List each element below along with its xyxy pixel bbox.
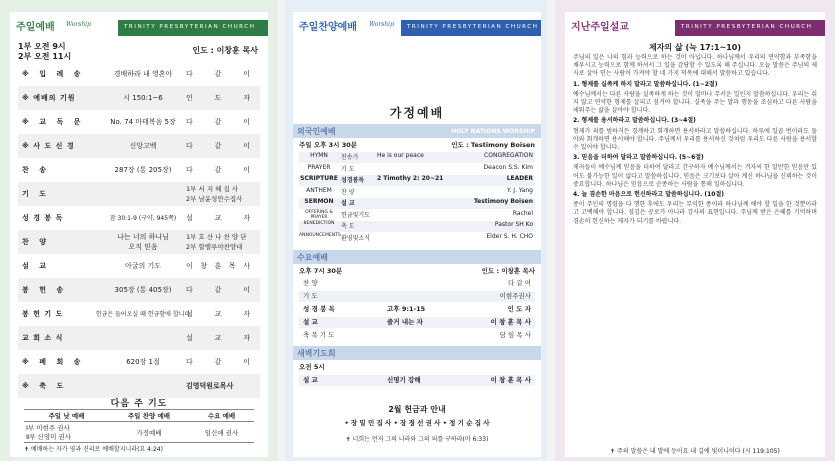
intl-row [299, 233, 535, 244]
wed-row [299, 317, 535, 328]
order-row [18, 134, 260, 158]
intl-item-ko: 축 도 [341, 223, 355, 230]
sermon-point-heading: 1. 형제를 실족케 하지 말라고 말씀하십니다. (1~2절) [573, 80, 718, 88]
wed-row [299, 278, 535, 289]
order-row [18, 302, 260, 326]
order-row [18, 230, 260, 254]
wed-person: 담 임 목 사 [499, 331, 531, 339]
panel-title: 주일예배 [16, 22, 55, 33]
intl-item-en: HYMN [310, 152, 328, 159]
order-item-name: ※ 폐 회 송 [22, 358, 85, 366]
prayer-cell: 임신애 권사 [189, 422, 254, 443]
prayer-section-title: 다음 주 기도 [110, 399, 168, 409]
order-row [18, 110, 260, 134]
wed-row [299, 291, 535, 302]
dawn-person: 이 창 훈 목 사 [490, 376, 531, 384]
order-row [18, 158, 260, 182]
order-item-content: 287장 (통 205장) [114, 166, 172, 174]
intl-row [299, 210, 535, 221]
intl-item-ko: 기 도 [341, 165, 355, 173]
sermon-point-body: 종이 주인의 명령을 다 행한 후에도 우리는 무익한 종이라 하나님께 해야 할 일을 한 것뿐이라고 고백해야 합니다. 섬김은 공로가 아니라 감사의 표현입니다. 주님께 받은 은혜를 기억하며 겸손히 헌신하는 제자가 되기를 바랍니다. [573, 201, 817, 225]
order-item-name: 찬 송 [22, 166, 50, 174]
order-row [18, 278, 260, 302]
intl-person: CONGREGATION [484, 152, 533, 159]
order-item-person: 1부 호 산 나 찬 양 단 2부 할렐루야찬양대 [186, 233, 247, 251]
wed-content: 고후 9:1-15 [387, 305, 426, 313]
intl-item-ko: 헌금및기도 [341, 211, 370, 219]
scripture-verse: ✝ 주의 말씀은 내 발에 등이요 내 길에 빛이니이다 (시 119:105) [610, 448, 780, 455]
sermon-page [565, 12, 825, 457]
service-time-2: 2부 오전 11시 [18, 52, 72, 61]
order-item-content: No. 74 마태복음 5장 [110, 118, 176, 126]
intl-item-en: BENEDICTION [303, 221, 335, 226]
intl-item-ko: 찬송가 [341, 154, 359, 161]
intl-item-ko: 성경봉독 [341, 177, 365, 184]
intl-item-ko: 찬 양 [341, 188, 355, 196]
order-item-name: ※ 사 도 신 경 [22, 142, 75, 150]
wed-item: 설 교 [303, 318, 318, 326]
order-item-content: 아굴의 기도 [124, 262, 162, 270]
intl-row [299, 175, 535, 186]
wed-label: 수요예배 [297, 253, 328, 262]
wed-item: 성 경 봉 독 [303, 305, 335, 313]
sermon-point-heading: 3. 믿음을 더하여 달라고 말씀하십니다. (5~6절) [573, 154, 704, 162]
wed-person: 인 도 자 [507, 305, 531, 313]
church-banner: TRINITY PRESBYTERIAN CHURCH [118, 20, 268, 36]
order-item-name: ※ 축 도 [22, 382, 68, 390]
praise-header [293, 12, 541, 40]
intl-section-bar [293, 124, 541, 138]
praise-page [293, 12, 541, 457]
intl-content: 2 Timothy 2: 20~21 [377, 175, 444, 182]
order-item-person: 다 같 이 [186, 286, 250, 294]
order-item-person: 다 같 이 [186, 166, 250, 174]
wed-item: 축 복 기 도 [303, 331, 335, 339]
prayer-cell: Ⅰ부 이현주 권사 Ⅱ부 신영미 권사 [24, 422, 109, 443]
intl-item-en: SERMON [304, 198, 334, 205]
wed-time: 오후 7시 30분 [299, 267, 343, 275]
order-item-person: 다 같 이 [186, 358, 250, 366]
order-item-person: 설 교 자 [186, 310, 250, 318]
order-item-content: 헌금은 들어오실 때 헌금함에 합니다 [95, 311, 191, 318]
intl-person: Pastor SH Ko [494, 221, 533, 228]
church-banner: TRINITY PRESBYTERIAN CHURCH [675, 20, 825, 36]
order-item-name: 설 교 [22, 262, 50, 270]
order-item-content: 경배하라 내 영혼아 [113, 70, 173, 78]
wed-row [299, 330, 535, 341]
intl-item-ko: 환영및소식 [341, 234, 370, 242]
offering-guide-title: 2월 헌금과 안내 [388, 405, 446, 414]
intl-item-en: PRAYER [307, 163, 331, 171]
prayer-header: 주일 찬양 예배 [109, 410, 189, 422]
intl-item-en: SCRIPTURE [300, 175, 338, 182]
intl-person: Y. J. Yang [507, 186, 533, 194]
order-item-content: 시 150:1~6 [123, 94, 163, 102]
order-item-name: ※ 입 례 송 [22, 70, 85, 78]
order-item-content: 나는 너의 하나님 오직 믿음 [117, 233, 169, 251]
intl-content: He is our peace [377, 152, 424, 159]
order-item-content: 305장 (통 405장) [114, 286, 172, 294]
order-item-name: 교 회 소 식 [22, 334, 64, 342]
dawn-label: 새벽기도회 [297, 349, 336, 358]
dawn-section-bar [293, 346, 541, 360]
worship-page [10, 12, 268, 457]
intl-row [299, 198, 535, 209]
wed-item: 찬 양 [303, 279, 318, 287]
prayer-table [24, 409, 254, 443]
sermon-header [565, 12, 825, 40]
intl-item-en: ANTHEM [306, 186, 332, 194]
order-item-person: 다 같 이 [186, 70, 250, 78]
order-item-name: 찬 양 [22, 238, 50, 246]
order-row [18, 254, 260, 278]
panel-subtitle: Worship [369, 21, 394, 28]
service-time-1: 1부 오전 9시 [18, 42, 66, 51]
wed-content: 즐거 내는 자 [387, 318, 423, 326]
sermon-title: 제자의 삶 (눅 17:1~10) [648, 43, 742, 52]
dawn-content: 신명기 강해 [387, 376, 421, 384]
intl-info [299, 140, 535, 151]
order-item-name: ※ 예배의 기원 [22, 94, 76, 102]
dawn-item: 설 교 [303, 376, 318, 384]
intl-item-en: ANNOUNCEMENTS [299, 232, 341, 238]
order-row [18, 350, 260, 374]
order-item-name: 봉 헌 송 [22, 286, 68, 294]
dawn-row [299, 375, 535, 386]
wed-leader: 인도 : 이창훈 목사 [481, 267, 535, 275]
scripture-verse: ✝ 너희는 먼저 그의 나라와 그의 의를 구하라(마 6:33) [345, 436, 489, 443]
intl-person: LEADER [506, 175, 533, 182]
panel-title: 주일찬양예배 [299, 22, 357, 33]
intl-time: 주일 오후 3시 30분 [299, 141, 358, 149]
intl-person: Testimony Boisen [473, 198, 533, 205]
order-item-name: ※ 교 독 문 [22, 118, 85, 126]
prayer-header: 수요 예배 [189, 410, 254, 422]
intl-item-ko: 설 교 [341, 200, 355, 207]
service-times [18, 42, 71, 62]
sermon-body [573, 54, 817, 228]
order-item-content: 잠 30:1-9 (구약, 945쪽) [109, 215, 177, 222]
intl-row [299, 187, 535, 198]
order-item-content: 620장 1절 [126, 358, 160, 366]
sermon-point-body: 예수님께서는 다른 사람을 실족하게 하는 것이 얼마나 무서운 일인지 말씀하십니다. 우리는 쉬지 않고 연약한 형제를 살피고 섬겨야 합니다. 실족을 주는 말과 행동을 조심하고 다른 사람을 세워주는 삶을 살아야 합니다. [573, 90, 817, 115]
scripture-verse: ✝ 예배하는 자가 영과 진리로 예배할지니라(요 4:24) [24, 446, 163, 453]
intl-label: 외국인예배 [297, 127, 336, 136]
panel-title: 지난주일설교 [571, 22, 629, 33]
worship-panel [0, 0, 278, 461]
intl-row [299, 152, 535, 163]
order-item-person: 다 같 이 [186, 118, 250, 126]
order-item-person: 설 교 자 [186, 214, 250, 222]
order-item-name: 기 도 [22, 190, 50, 198]
order-item-person: 김영덕원로목사 [186, 382, 234, 390]
wed-section-bar [293, 250, 541, 264]
intl-row [299, 221, 535, 232]
order-item-person: 설 교 자 [186, 334, 250, 342]
sermon-point-body: 형제가 죄를 범하거든 경계하고 회개하면 용서하라고 말씀하십니다. 하루에 일곱 번이라도 돌아와 회개하면 용서해야 합니다. 주님께서 우리를 용서하신 것처럼 우리도 다른 사람을 용서할 수 있어야 합니다. [573, 127, 817, 152]
order-row [18, 326, 260, 350]
prayer-cell: 가정예배 [109, 422, 189, 443]
order-item-content: 신앙고백 [129, 142, 157, 150]
dawn-time [299, 362, 535, 373]
wed-row [299, 304, 535, 315]
home-worship-title: 가정예배 [389, 106, 445, 120]
order-row [18, 86, 260, 110]
praise-panel [285, 0, 547, 461]
intl-leader: 인도 : Testimony Boisen [451, 141, 535, 149]
service-leader: 인도 : 이창훈 목사 [192, 46, 258, 55]
order-item-name: 성 경 봉 독 [22, 214, 64, 222]
order-row [18, 206, 260, 230]
order-item-person: 인 도 자 [186, 94, 250, 102]
sermon-panel [555, 0, 835, 461]
intl-row [299, 164, 535, 175]
order-row [18, 374, 260, 398]
intl-item-en: OFFERING & PRAYER [305, 209, 333, 220]
dawn-time-text: 오전 5시 [299, 363, 325, 371]
wed-person: 이 창 훈 목 사 [490, 318, 531, 326]
sermon-point-heading: 4. 늘 겸손한 마음으로 헌신하라고 말씀하십니다. (10절) [573, 191, 725, 199]
intl-person: Rachel [512, 209, 533, 217]
sermon-intro: 주님의 일은 나의 힘과 능력으로 하는 것이 아닙니다. 하나님께서 우리의 연약함과 부족함을 채우시고 능력으로 함께 하셔서 그 일을 감당할 수 있도록 해 주십니다. 오늘 말씀은 주님의 제자로 살아 믿는 사람이 가져야 할 네 가지 덕목에 대해서 말씀하고 있습니다. [573, 54, 817, 78]
sermon-point-heading: 2. 형제를 용서하라고 말씀하십니다. (3~4절) [573, 117, 696, 125]
wed-info [299, 266, 535, 277]
wed-item: 기 도 [303, 292, 318, 300]
panel-subtitle: Worship [66, 21, 91, 28]
worship-header [10, 12, 268, 40]
order-row [18, 182, 260, 206]
prayer-header: 주일 낮 예배 [24, 410, 109, 422]
order-item-person: 다 같 이 [186, 142, 250, 150]
wed-person: 다 같 이 [508, 279, 531, 287]
church-banner: TRINITY PRESBYTERIAN CHURCH [401, 20, 541, 36]
intl-person: Elder S. H. CHO [486, 232, 533, 240]
sermon-points [573, 81, 817, 226]
order-row [18, 62, 260, 86]
sermon-point-body: 제자들이 예수님께 믿음을 더하여 달라고 간구하자 예수님께서는 겨자씨 한 알만한 믿음만 있어도 불가능한 일이 없다고 말씀하십니다. 믿음은 크기보다 살아 계신 하나님을 신뢰하는 것이 중요합니다. 하나님은 믿음으로 순종하는 사람을 통해 일하십니다. [573, 164, 817, 188]
order-item-person: 이 창 훈 목 사 [186, 262, 250, 270]
offering-guide-names: • 장 밀 민 집 사 • 장 정 선 권 사 • 정 기 순 집 사 [344, 419, 490, 427]
order-item-person: 1부 서 지 혜 집 사 2부 남윤성안수집사 [186, 185, 243, 203]
order-item-name: 봉 헌 기 도 [22, 310, 64, 318]
intl-person: Deacon S.S. Kim [483, 163, 533, 171]
intl-english-label: HOLY NATIONS WORSHIP [451, 128, 535, 135]
wed-person: 이현주권사 [499, 292, 531, 300]
